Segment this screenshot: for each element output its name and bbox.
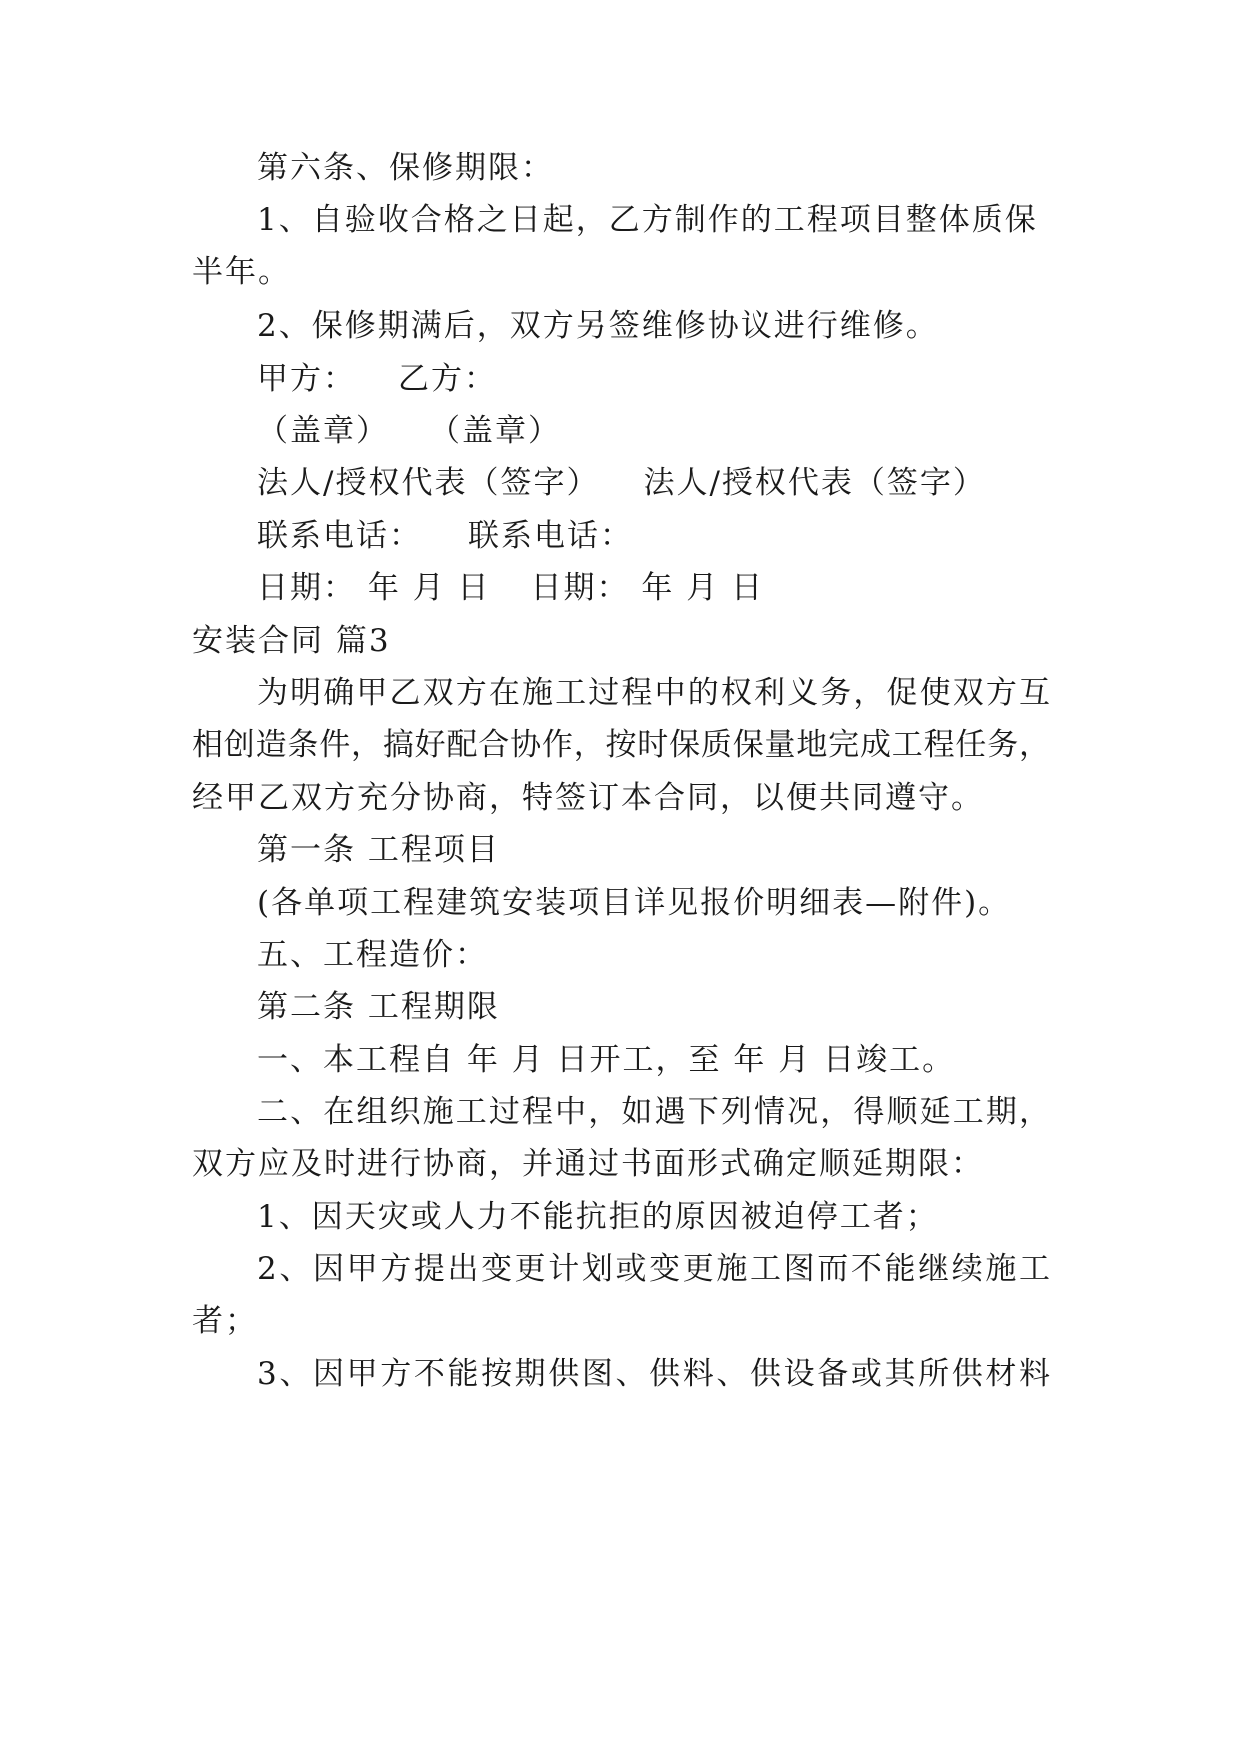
section-title [192, 621, 391, 661]
legal-rep-row [257, 463, 986, 503]
paragraph-line [257, 200, 1038, 240]
party-b-rep-signature: 法人/授权代表（签字） [643, 465, 986, 501]
text-line: 相创造条件，搞好配合协作，按时保质保量地完成工程任务， [192, 727, 1050, 763]
text-line: 半年。 [192, 254, 291, 290]
party-a-date: 日期： 年 月 日 [257, 570, 491, 606]
seal-row [257, 411, 561, 451]
paragraph-line [257, 1354, 1050, 1394]
paragraph-line [257, 883, 1011, 923]
text-line: 1、因天灾或人力不能抗拒的原因被迫停工者； [257, 1199, 939, 1235]
paragraph-line [257, 1040, 955, 1080]
party-a-seal: （盖章） [257, 413, 389, 449]
party-b-label: 乙方： [398, 361, 497, 397]
text-line: (各单项工程建筑安装项目详见报价明细表—附件)。 [257, 885, 1012, 921]
paragraph-line [192, 252, 291, 292]
party-b-seal: （盖章） [429, 413, 561, 449]
signature-parties-row [257, 359, 497, 399]
paragraph-line [192, 778, 984, 818]
paragraph-line [257, 306, 939, 346]
text-line: 第六条、保修期限： [257, 150, 554, 186]
text-line: 3、因甲方不能按期供图、供料、供设备或其所供材料 [257, 1356, 1050, 1392]
text-line: 2、因甲方提出变更计划或变更施工图而不能继续施工 [257, 1251, 1050, 1287]
warranty-clause-heading [257, 148, 554, 188]
phone-row [257, 516, 633, 556]
party-b-phone: 联系电话： [468, 518, 633, 554]
text-line: 二、在组织施工过程中，如遇下列情况，得顺延工期， [257, 1094, 1050, 1130]
text-line: 者； [192, 1303, 258, 1339]
text-line: 为明确甲乙双方在施工过程中的权利义务，促使双方互 [257, 675, 1050, 711]
text-line: 第一条 工程项目 [257, 832, 500, 868]
text-line: 2、保修期满后，双方另签维修协议进行维修。 [257, 308, 939, 344]
party-a-label: 甲方： [257, 361, 356, 397]
paragraph-line [257, 673, 1050, 713]
paragraph-line [257, 1092, 1050, 1132]
paragraph-line [192, 725, 1050, 765]
party-b-date: 日期： 年 月 日 [530, 570, 765, 606]
text-line: 经甲乙双方充分协商，特签订本合同，以便共同遵守。 [192, 780, 984, 816]
clause-heading [257, 830, 500, 870]
party-a-rep-signature: 法人/授权代表（签字） [257, 465, 600, 501]
text-line: 双方应及时进行协商，并通过书面形式确定顺延期限： [192, 1146, 984, 1182]
text-line: 一、本工程自 年 月 日开工，至 年 月 日竣工。 [257, 1042, 956, 1078]
clause-heading [257, 987, 500, 1027]
date-row [257, 568, 764, 608]
paragraph-line [257, 935, 488, 975]
paragraph-line [192, 1144, 984, 1184]
paragraph-line [257, 1197, 939, 1237]
text-line: 1、自验收合格之日起，乙方制作的工程项目整体质保 [257, 202, 1038, 238]
text-line: 第二条 工程期限 [257, 989, 500, 1025]
paragraph-line [257, 1249, 1050, 1289]
text-line: 五、工程造价： [257, 937, 488, 973]
section-title-text: 安装合同 篇3 [192, 623, 391, 659]
paragraph-line [192, 1301, 258, 1341]
party-a-phone: 联系电话： [257, 518, 422, 554]
